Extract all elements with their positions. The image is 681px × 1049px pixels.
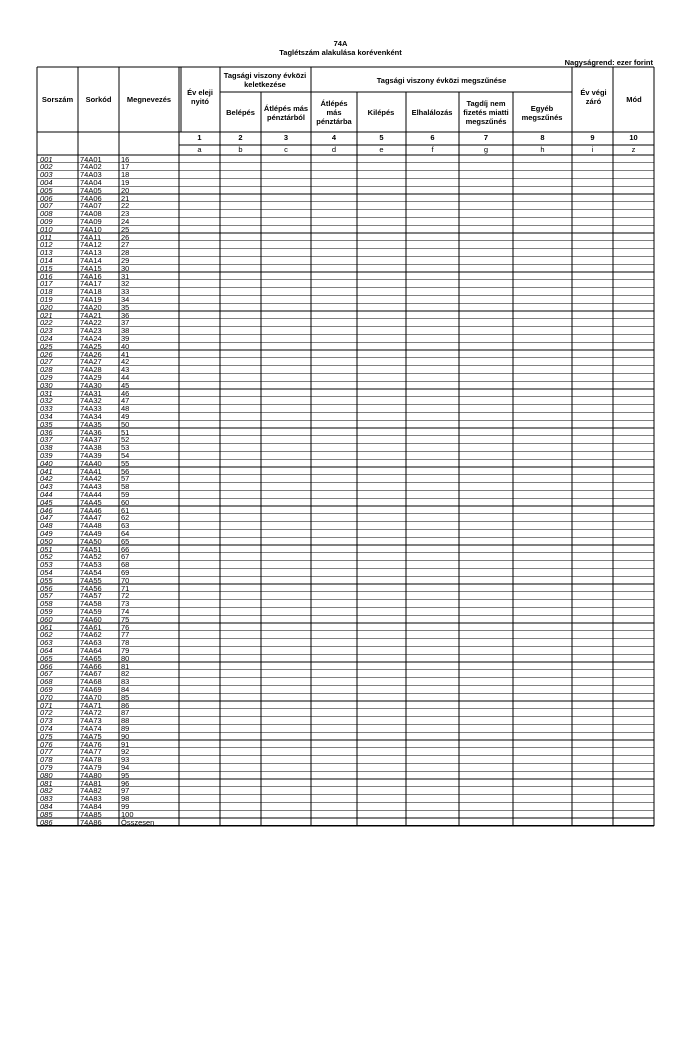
row-megnevezes: 19	[121, 177, 130, 187]
row-sorkod: 74A48	[80, 521, 102, 531]
row-sorkod: 74A50	[80, 536, 102, 546]
row-sorszam: 056	[40, 583, 53, 593]
row-megnevezes: 89	[121, 723, 130, 733]
row-megnevezes: 52	[121, 435, 130, 445]
row-megnevezes: 97	[121, 786, 130, 796]
row-sorszam: 030	[40, 380, 53, 390]
row-sorkod: 74A24	[80, 333, 102, 343]
header-keletkezes-group: Tagsági viszony évközi keletkezése	[223, 71, 307, 89]
header-atlepes-masba: Átlépés más pénztárba	[316, 99, 352, 126]
row-sorszam: 023	[40, 326, 53, 336]
row-megnevezes: 21	[121, 193, 130, 203]
row-megnevezes: 62	[121, 513, 130, 523]
row-sorszam: 012	[40, 240, 53, 250]
row-sorkod: 74A67	[80, 669, 102, 679]
row-sorkod: 74A06	[80, 193, 102, 203]
row-sorkod: 74A37	[80, 435, 102, 445]
row-sorszam: 068	[40, 677, 53, 687]
row-sorszam: 007	[40, 201, 53, 211]
column-letter: g	[483, 145, 489, 154]
row-sorszam: 041	[40, 466, 53, 476]
row-sorkod: 74A33	[80, 404, 102, 414]
row-sorkod: 74A56	[80, 583, 102, 593]
row-sorszam: 027	[40, 357, 53, 367]
row-sorszam: 054	[40, 567, 53, 577]
row-megnevezes: 91	[121, 739, 130, 749]
row-sorszam: 028	[40, 365, 53, 375]
row-megnevezes: 63	[121, 521, 130, 531]
row-megnevezes: 17	[121, 162, 130, 172]
column-letter: f	[431, 145, 434, 154]
row-sorszam: 019	[40, 294, 53, 304]
row-megnevezes: 27	[121, 240, 130, 250]
row-megnevezes: 26	[121, 232, 130, 242]
row-sorszam: 086	[40, 817, 53, 827]
row-sorkod: 74A32	[80, 396, 102, 406]
row-sorkod: 74A08	[80, 209, 102, 219]
row-sorszam: 075	[40, 731, 53, 741]
row-sorkod: 74A40	[80, 458, 102, 468]
row-sorszam: 049	[40, 528, 53, 538]
row-sorkod: 74A15	[80, 263, 102, 273]
row-sorkod: 74A79	[80, 762, 102, 772]
row-sorszam: 006	[40, 193, 53, 203]
row-sorkod: 74A59	[80, 606, 102, 616]
row-sorkod: 74A69	[80, 684, 102, 694]
column-number: 8	[540, 133, 545, 142]
row-sorkod: 74A74	[80, 723, 102, 733]
header-egyeb: Egyéb megszűnés	[521, 103, 563, 122]
row-megnevezes: 41	[121, 349, 130, 359]
row-sorszam: 039	[40, 450, 53, 460]
row-sorszam: 013	[40, 248, 53, 258]
row-megnevezes: 78	[121, 638, 130, 648]
row-sorkod: 74A49	[80, 528, 102, 538]
row-sorszam: 035	[40, 419, 53, 429]
row-megnevezes: 61	[121, 505, 130, 515]
row-sorszam: 003	[40, 170, 53, 180]
row-sorkod: 74A73	[80, 716, 102, 726]
row-sorkod: 74A78	[80, 755, 102, 765]
row-sorszam: 066	[40, 661, 53, 671]
row-megnevezes: 18	[121, 170, 130, 180]
row-megnevezes: 24	[121, 216, 130, 226]
row-sorszam: 018	[40, 287, 53, 297]
row-sorszam: 026	[40, 349, 53, 359]
row-sorszam: 059	[40, 606, 53, 616]
row-megnevezes: 16	[121, 154, 130, 164]
row-megnevezes: 99	[121, 801, 130, 811]
header-ev-eleji: Év eleji nyitó	[187, 88, 213, 106]
row-megnevezes: 95	[121, 770, 130, 780]
row-sorszam: 072	[40, 708, 53, 718]
row-sorkod: 74A02	[80, 162, 102, 172]
row-sorkod: 74A42	[80, 474, 102, 484]
row-sorkod: 74A36	[80, 427, 102, 437]
row-sorkod: 74A38	[80, 443, 102, 453]
row-sorkod: 74A44	[80, 489, 102, 499]
row-megnevezes: 28	[121, 248, 130, 258]
row-megnevezes: 36	[121, 310, 130, 320]
row-sorszam: 043	[40, 482, 53, 492]
row-sorkod: 74A54	[80, 567, 102, 577]
column-number: 5	[379, 133, 384, 142]
row-sorszam: 084	[40, 801, 53, 811]
row-megnevezes: 76	[121, 622, 130, 632]
column-letter: h	[540, 145, 545, 154]
row-megnevezes: 22	[121, 201, 130, 211]
row-sorszam: 079	[40, 762, 53, 772]
row-megnevezes: 88	[121, 716, 130, 726]
row-megnevezes: 98	[121, 794, 130, 804]
row-megnevezes: 25	[121, 224, 130, 234]
row-sorszam: 046	[40, 505, 53, 515]
row-sorkod: 74A09	[80, 216, 102, 226]
row-megnevezes: 47	[121, 396, 130, 406]
column-number: 7	[483, 133, 489, 142]
row-megnevezes: 37	[121, 318, 130, 328]
row-sorkod: 74A62	[80, 630, 102, 640]
row-megnevezes: 32	[121, 279, 130, 289]
row-sorszam: 051	[40, 544, 53, 554]
row-sorkod: 74A29	[80, 372, 102, 382]
row-sorszam: 044	[40, 489, 53, 499]
row-sorkod: 74A64	[80, 645, 102, 655]
row-sorkod: 74A55	[80, 575, 102, 585]
row-megnevezes: 51	[121, 427, 130, 437]
row-megnevezes: 65	[121, 536, 130, 546]
row-sorkod: 74A13	[80, 248, 102, 258]
row-sorkod: 74A21	[80, 310, 102, 320]
row-sorkod: 74A25	[80, 341, 102, 351]
row-sorkod: 74A82	[80, 786, 102, 796]
row-megnevezes: 73	[121, 599, 130, 609]
row-sorkod: 74A77	[80, 747, 102, 757]
row-sorkod: 74A30	[80, 380, 102, 390]
row-megnevezes: 33	[121, 287, 130, 297]
row-sorszam: 029	[40, 372, 53, 382]
row-sorszam: 081	[40, 778, 53, 788]
row-sorszam: 058	[40, 599, 53, 609]
row-sorszam: 004	[40, 177, 53, 187]
column-letter: e	[379, 145, 384, 154]
column-number: 2	[238, 133, 243, 142]
row-sorkod: 74A39	[80, 450, 102, 460]
row-sorkod: 74A68	[80, 677, 102, 687]
row-megnevezes: 49	[121, 411, 130, 421]
header-tagdij: Tagdíj nem fizetés miatti megszűnés	[463, 99, 509, 126]
row-sorszam: 032	[40, 396, 53, 406]
row-sorkod: 74A26	[80, 349, 102, 359]
row-sorkod: 74A27	[80, 357, 102, 367]
row-sorszam: 034	[40, 411, 53, 421]
row-sorszam: 038	[40, 443, 53, 453]
row-megnevezes: 56	[121, 466, 130, 476]
row-sorkod: 74A80	[80, 770, 102, 780]
row-sorszam: 076	[40, 739, 53, 749]
row-megnevezes: 29	[121, 255, 130, 265]
row-sorszam: 070	[40, 692, 53, 702]
row-sorszam: 017	[40, 279, 53, 289]
row-sorkod: 74A31	[80, 388, 102, 398]
row-megnevezes: 86	[121, 700, 130, 710]
row-sorszam: 001	[40, 154, 53, 164]
row-sorkod: 74A01	[80, 154, 102, 164]
header-megnevezes: Megnevezés	[126, 95, 172, 104]
row-megnevezes: 85	[121, 692, 130, 702]
row-megnevezes: 38	[121, 326, 130, 336]
header-megszunes-group: Tagsági viszony évközi megszűnése	[376, 75, 507, 85]
row-sorkod: 74A47	[80, 513, 102, 523]
row-sorszam: 060	[40, 614, 53, 624]
row-megnevezes: 34	[121, 294, 130, 304]
row-megnevezes: 39	[121, 333, 130, 343]
row-sorkod: 74A83	[80, 794, 102, 804]
row-megnevezes: 68	[121, 560, 130, 570]
row-sorszam: 078	[40, 755, 53, 765]
row-megnevezes: 70	[121, 575, 130, 585]
row-sorkod: 74A35	[80, 419, 102, 429]
row-megnevezes: 48	[121, 404, 130, 414]
row-sorkod: 74A10	[80, 224, 102, 234]
row-sorszam: 010	[40, 224, 53, 234]
row-megnevezes: Összesen	[121, 817, 155, 827]
row-sorkod: 74A63	[80, 638, 102, 648]
header-atlepes-masbol: Átlépés más pénztárból	[263, 103, 309, 122]
row-sorkod: 74A52	[80, 552, 102, 562]
row-megnevezes: 42	[121, 357, 130, 367]
row-sorszam: 052	[40, 552, 53, 562]
row-sorkod: 74A46	[80, 505, 102, 515]
row-sorkod: 74A76	[80, 739, 102, 749]
row-sorkod: 74A17	[80, 279, 102, 289]
column-letter: d	[331, 145, 337, 154]
row-sorszam: 040	[40, 458, 53, 468]
row-megnevezes: 93	[121, 755, 130, 765]
row-megnevezes: 72	[121, 591, 130, 601]
row-megnevezes: 90	[121, 731, 130, 741]
row-megnevezes: 40	[121, 341, 130, 351]
row-sorszam: 042	[40, 474, 53, 484]
row-megnevezes: 54	[121, 450, 130, 460]
row-sorszam: 036	[40, 427, 53, 437]
row-sorkod: 74A72	[80, 708, 102, 718]
row-sorszam: 073	[40, 716, 53, 726]
header-kilepes: Kilépés	[367, 108, 395, 117]
row-megnevezes: 87	[121, 708, 130, 718]
row-megnevezes: 53	[121, 443, 130, 453]
header-sorszam: Sorszám	[41, 95, 74, 104]
row-megnevezes: 57	[121, 474, 130, 484]
row-megnevezes: 60	[121, 497, 130, 507]
row-megnevezes: 80	[121, 653, 130, 663]
row-sorszam: 085	[40, 809, 53, 819]
column-letter: b	[238, 145, 243, 154]
column-letter: z	[631, 145, 636, 154]
row-megnevezes: 96	[121, 778, 130, 788]
row-sorkod: 74A45	[80, 497, 102, 507]
column-number: 3	[283, 133, 289, 142]
row-megnevezes: 30	[121, 263, 130, 273]
row-sorszam: 063	[40, 638, 53, 648]
row-sorkod: 74A58	[80, 599, 102, 609]
row-sorkod: 74A85	[80, 809, 102, 819]
header-elhalalozas: Elhalálozás	[411, 108, 453, 117]
header-belepes: Belépés	[226, 108, 255, 117]
row-megnevezes: 23	[121, 209, 130, 219]
column-number: 4	[331, 133, 337, 142]
row-sorkod: 74A14	[80, 255, 102, 265]
row-sorszam: 014	[40, 255, 53, 265]
row-megnevezes: 79	[121, 645, 130, 655]
row-sorkod: 74A84	[80, 801, 102, 811]
row-sorkod: 74A23	[80, 326, 102, 336]
row-sorkod: 74A86	[80, 817, 102, 827]
row-megnevezes: 71	[121, 583, 130, 593]
row-sorkod: 74A18	[80, 287, 102, 297]
row-sorszam: 071	[40, 700, 53, 710]
row-sorszam: 025	[40, 341, 53, 351]
row-sorszam: 064	[40, 645, 53, 655]
row-megnevezes: 100	[121, 809, 134, 819]
row-sorszam: 053	[40, 560, 53, 570]
row-sorszam: 015	[40, 263, 53, 273]
row-megnevezes: 31	[121, 271, 130, 281]
row-sorszam: 005	[40, 185, 53, 195]
row-sorszam: 008	[40, 209, 53, 219]
row-sorkod: 74A04	[80, 177, 102, 187]
row-megnevezes: 64	[121, 528, 130, 538]
row-sorszam: 022	[40, 318, 53, 328]
row-sorkod: 74A20	[80, 302, 102, 312]
row-sorszam: 057	[40, 591, 53, 601]
column-number: 10	[629, 133, 638, 142]
row-sorkod: 74A70	[80, 692, 102, 702]
row-sorkod: 74A57	[80, 591, 102, 601]
row-sorszam: 009	[40, 216, 53, 226]
row-sorszam: 077	[40, 747, 53, 757]
row-sorszam: 055	[40, 575, 53, 585]
row-sorkod: 74A19	[80, 294, 102, 304]
row-sorkod: 74A07	[80, 201, 102, 211]
row-sorkod: 74A65	[80, 653, 102, 663]
header-ev-vegi: Év végi záró	[580, 88, 607, 106]
row-sorszam: 061	[40, 622, 53, 632]
row-megnevezes: 59	[121, 489, 130, 499]
row-megnevezes: 75	[121, 614, 130, 624]
row-sorkod: 74A75	[80, 731, 102, 741]
row-megnevezes: 55	[121, 458, 130, 468]
row-sorszam: 083	[40, 794, 53, 804]
row-megnevezes: 45	[121, 380, 130, 390]
row-megnevezes: 43	[121, 365, 130, 375]
row-sorkod: 74A61	[80, 622, 102, 632]
row-sorkod: 74A12	[80, 240, 102, 250]
row-sorkod: 74A03	[80, 170, 102, 180]
row-megnevezes: 83	[121, 677, 130, 687]
row-sorszam: 024	[40, 333, 53, 343]
row-sorszam: 021	[40, 310, 53, 320]
row-sorkod: 74A34	[80, 411, 102, 421]
form-code: 74A	[333, 39, 348, 48]
row-sorszam: 074	[40, 723, 53, 733]
row-megnevezes: 74	[121, 606, 130, 616]
row-sorszam: 062	[40, 630, 53, 640]
row-megnevezes: 58	[121, 482, 130, 492]
row-megnevezes: 50	[121, 419, 130, 429]
row-sorkod: 74A60	[80, 614, 102, 624]
column-number: 9	[590, 133, 595, 142]
row-sorszam: 002	[40, 162, 53, 172]
row-sorszam: 011	[40, 232, 52, 242]
row-sorkod: 74A43	[80, 482, 102, 492]
column-letter: a	[197, 145, 202, 154]
row-sorszam: 016	[40, 271, 53, 281]
row-sorkod: 74A66	[80, 661, 102, 671]
row-sorkod: 74A28	[80, 365, 102, 375]
row-sorszam: 037	[40, 435, 53, 445]
row-megnevezes: 66	[121, 544, 130, 554]
row-sorszam: 082	[40, 786, 53, 796]
row-megnevezes: 94	[121, 762, 130, 772]
row-sorszam: 031	[40, 388, 53, 398]
column-number: 1	[197, 133, 202, 142]
column-letter: c	[284, 145, 288, 154]
row-sorszam: 069	[40, 684, 53, 694]
row-sorszam: 050	[40, 536, 53, 546]
row-sorkod: 74A53	[80, 560, 102, 570]
row-sorszam: 048	[40, 521, 53, 531]
row-sorkod: 74A51	[80, 544, 102, 554]
row-sorkod: 74A81	[80, 778, 102, 788]
row-megnevezes: 92	[121, 747, 130, 757]
row-megnevezes: 84	[121, 684, 130, 694]
row-sorkod: 74A41	[80, 466, 102, 476]
row-sorkod: 74A11	[80, 232, 102, 242]
row-sorkod: 74A05	[80, 185, 102, 195]
column-letter: i	[591, 145, 594, 154]
row-megnevezes: 44	[121, 372, 130, 382]
row-megnevezes: 67	[121, 552, 130, 562]
row-sorszam: 020	[40, 302, 53, 312]
row-sorkod: 74A16	[80, 271, 102, 281]
form-subtitle: Taglétszám alakulása korévenként	[279, 48, 402, 57]
row-sorszam: 080	[40, 770, 53, 780]
header-mod: Mód	[626, 95, 642, 104]
row-megnevezes: 81	[121, 661, 130, 671]
row-megnevezes: 46	[121, 388, 130, 398]
row-sorszam: 067	[40, 669, 53, 679]
row-sorkod: 74A22	[80, 318, 102, 328]
row-megnevezes: 82	[121, 669, 130, 679]
row-megnevezes: 77	[121, 630, 130, 640]
row-sorszam: 045	[40, 497, 53, 507]
column-number: 6	[430, 133, 435, 142]
row-sorszam: 033	[40, 404, 53, 414]
row-megnevezes: 69	[121, 567, 130, 577]
row-megnevezes: 35	[121, 302, 130, 312]
row-megnevezes: 20	[121, 185, 130, 195]
header-sorkod: Sorkód	[85, 95, 112, 104]
unit-note: Nagyságrend: ezer forint	[564, 58, 653, 67]
row-sorszam: 065	[40, 653, 53, 663]
row-sorkod: 74A71	[80, 700, 102, 710]
row-sorszam: 047	[40, 513, 53, 523]
